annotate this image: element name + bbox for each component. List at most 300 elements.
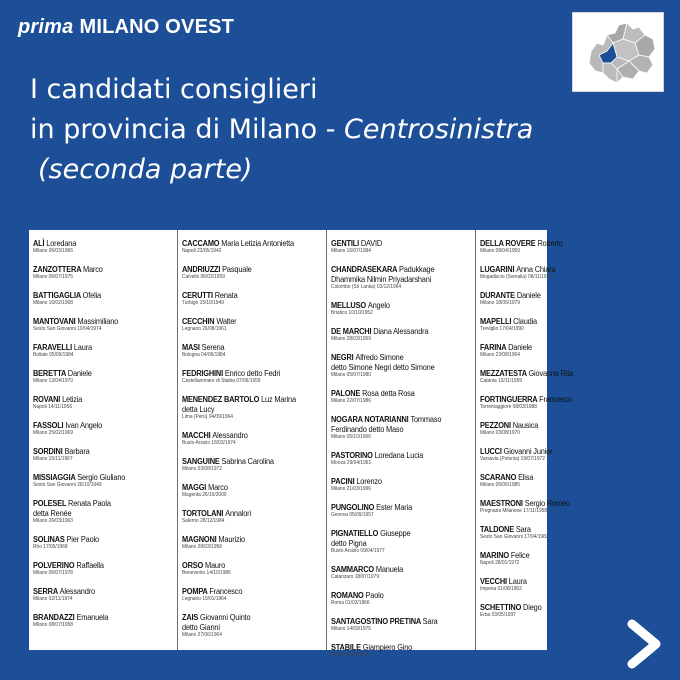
candidate-surname: POMPA (182, 586, 208, 596)
candidate-first-name: Paolo (365, 590, 384, 600)
candidate-first-name: Letizia (62, 394, 83, 404)
candidate-entry (182, 316, 322, 333)
candidate-birth-info: Milano 27/06/1964 (182, 632, 222, 638)
candidate-name (182, 238, 302, 248)
candidate-name (182, 560, 302, 570)
candidate-entry (331, 300, 471, 317)
candidate-entry (480, 446, 620, 463)
candidate-surname: ALÌ (33, 238, 45, 248)
candidate-birth-info: Milano 08/04/1959 (480, 248, 520, 254)
candidate-birth-info: Legnano 10/01/1964 (182, 596, 227, 602)
candidate-birth-info: Calvello 06/03/1959 (182, 274, 225, 280)
candidate-first-name: Loredana (46, 238, 77, 248)
candidate-name (480, 602, 600, 612)
candidate-entry (182, 560, 322, 577)
candidate-first-name: Claudia (513, 316, 538, 326)
candidate-entry (182, 482, 322, 499)
candidate-surname: MARINO (480, 550, 509, 560)
candidate-first-name: Renata Paola detta Renée (33, 498, 111, 518)
candidate-entry (480, 498, 620, 515)
candidate-birth-info: Milano 28/03/1959 (331, 336, 371, 342)
candidate-entry (33, 612, 173, 629)
candidate-first-name: Marco (82, 264, 103, 274)
candidate-name (480, 576, 600, 586)
candidate-first-name: Lorenzo (356, 476, 382, 486)
candidate-name (33, 290, 153, 300)
candidate-name (480, 264, 600, 274)
candidate-first-name: Rosa detta Rosa (362, 388, 415, 398)
candidate-surname: SCHETTINO (480, 602, 522, 612)
candidate-entry (33, 560, 173, 577)
candidate-name (182, 534, 302, 544)
candidate-surname: SANTAGOSTINO PRETINA (331, 616, 421, 626)
candidate-birth-info: Napoli 14/11/1956 (33, 404, 73, 410)
candidate-birth-info: Milano 05/10/1966 (331, 434, 371, 440)
candidate-entry (331, 528, 471, 555)
candidate-name (480, 238, 600, 248)
candidate-first-name: Alfredo Simone detto Simone Negri detto Simone (331, 352, 435, 372)
candidate-entry (480, 316, 620, 333)
candidate-name (182, 430, 302, 440)
candidate-first-name: Francesco (209, 586, 243, 596)
candidate-birth-info: Bologna 04/06/1984 (182, 352, 226, 358)
candidate-entry (480, 550, 620, 567)
candidate-surname: ZANZOTTERA (33, 264, 82, 274)
candidate-name (331, 388, 451, 398)
candidate-name (480, 342, 600, 352)
candidate-surname: STABILE (331, 642, 361, 652)
candidate-name (182, 316, 302, 326)
candidate-entry (331, 502, 471, 519)
candidate-surname: FEDRIGHINI (182, 368, 223, 378)
candidate-birth-info: Milano 06/03/1966 (33, 248, 73, 254)
candidate-first-name: Pier Paolo (66, 534, 99, 544)
candidate-name (33, 612, 153, 622)
candidate-surname: BATTIGAGLIA (33, 290, 81, 300)
candidate-birth-info: Legnano 26/08/1961 (182, 326, 227, 332)
candidate-birth-info: Milano 05/07/1980 (331, 372, 371, 378)
candidate-birth-info: Briatico 10/10/1952 (331, 310, 373, 316)
candidate-name (480, 394, 600, 404)
brand-logo (18, 16, 234, 39)
candidate-name (480, 316, 600, 326)
candidate-birth-info: Catanzaro 18/07/1979 (331, 574, 380, 580)
page-title (30, 70, 533, 190)
candidate-name (182, 342, 302, 352)
candidate-first-name: Angelo (367, 300, 390, 310)
candidate-birth-info: Milano 15/11/1967 (33, 456, 73, 462)
candidate-surname: ANDRIUZZI (182, 264, 221, 274)
candidate-name (33, 534, 153, 544)
candidate-entry (331, 352, 471, 379)
candidate-surname: PUNGOLINO (331, 502, 375, 512)
candidate-entry (331, 238, 471, 255)
candidate-entry (480, 394, 620, 411)
candidate-first-name: DAVID (360, 238, 383, 248)
candidate-name (480, 498, 600, 508)
candidate-entry (182, 430, 322, 447)
candidate-surname: PIGNATIELLO (331, 528, 379, 538)
candidate-first-name: Francesco (539, 394, 573, 404)
candidate-surname: BERETTA (33, 368, 66, 378)
candidate-name (331, 616, 451, 626)
candidate-entry (480, 576, 620, 593)
candidate-first-name: Marco (208, 482, 228, 492)
candidate-first-name: Alessandro (59, 586, 95, 596)
candidate-name (182, 290, 302, 300)
candidate-first-name: Renata (214, 290, 238, 300)
candidate-birth-info: Milano 03/08/1970 (480, 430, 520, 436)
candidate-surname: ORSO (182, 560, 204, 570)
candidate-name (480, 290, 600, 300)
candidate-surname: SERRA (33, 586, 58, 596)
candidate-first-name: Maria Letizia Antonietta (221, 238, 295, 248)
candidate-first-name: Daniele (516, 290, 541, 300)
candidate-surname: CACCAMO (182, 238, 220, 248)
candidate-first-name: Anna Chiara (516, 264, 556, 274)
candidate-birth-info: Napoli 28/01/1972 (480, 560, 520, 566)
candidate-surname: DURANTE (480, 290, 515, 300)
candidate-entry (331, 326, 471, 343)
candidate-surname: VECCHI (480, 576, 507, 586)
candidate-surname: DELLA ROVERE (480, 238, 536, 248)
candidate-first-name: Sara (515, 524, 531, 534)
candidate-birth-info: Milano 21/03/1996 (331, 486, 371, 492)
candidate-name (480, 368, 600, 378)
candidate-first-name: Barbara (64, 446, 90, 456)
candidate-surname: MENENDEZ BARTOLO (182, 394, 260, 404)
candidate-first-name: Daniele (67, 368, 92, 378)
candidate-surname: PASTORINO (331, 450, 373, 460)
candidate-surname: SAMMARCO (331, 564, 374, 574)
candidates-sheet (29, 230, 574, 658)
candidate-name (331, 590, 451, 600)
candidate-birth-info: Sesto San Giovanni 17/04/1982 (480, 534, 549, 540)
candidate-surname: MEZZATESTA (480, 368, 527, 378)
candidate-birth-info: Milano 18/06/1979 (480, 300, 520, 306)
candidate-birth-info: Colombo (Sri Lanka) 03/12/1964 (331, 284, 402, 290)
candidate-first-name: Diana Alessandra (373, 326, 429, 336)
candidate-name (182, 482, 302, 492)
candidate-first-name: Luz Marina detta Lucy (182, 394, 296, 414)
candidate-surname: TALDONE (480, 524, 514, 534)
brand-name: MILANO OVEST (79, 16, 235, 38)
candidate-name (480, 446, 600, 456)
candidate-name (480, 524, 600, 534)
candidate-entry (182, 290, 322, 307)
candidate-first-name: Elisa (518, 472, 534, 482)
candidate-name (33, 368, 153, 378)
candidate-birth-info: Milano 02/11/1974 (33, 596, 73, 602)
candidate-first-name: Pasquale (222, 264, 252, 274)
candidate-name (331, 502, 451, 512)
candidate-birth-info: Sesto San Giovanni 28/10/1949 (33, 482, 102, 488)
candidate-birth-info: Sesto San Giovanni 10/04/1974 (33, 326, 102, 332)
candidate-surname: MAPELLI (480, 316, 512, 326)
candidate-first-name: Annalori (225, 508, 251, 518)
candidate-entry (331, 264, 471, 291)
candidate-name (182, 264, 302, 274)
title-line-3: (seconda parte) (38, 154, 253, 185)
candidate-entry (331, 642, 471, 659)
candidate-entry (182, 342, 322, 359)
candidate-birth-info: Rho 17/05/1968 (33, 544, 68, 550)
candidate-birth-info: Milano 06/07/1978 (33, 570, 73, 576)
candidate-birth-info: Erba 03/05/1997 (480, 612, 516, 618)
candidate-first-name: Sergio Giuliano (77, 472, 126, 482)
candidate-surname: CERUTTI (182, 290, 213, 300)
candidate-birth-info: Milano 22/07/1986 (331, 398, 371, 404)
candidate-first-name: Ester Maria (376, 502, 413, 512)
candidate-name (33, 446, 153, 456)
candidate-first-name: Mauro (204, 560, 226, 570)
candidates-column-1 (29, 230, 178, 650)
candidate-entry (182, 534, 322, 551)
candidate-birth-info: Milano 16/02/1968 (33, 300, 73, 306)
candidate-first-name: Nausica (512, 420, 539, 430)
candidate-birth-info: Milano 05/06/1985 (480, 482, 520, 488)
candidate-name (182, 394, 302, 414)
candidate-entry (480, 342, 620, 359)
candidate-first-name: Giampiero Gino (362, 642, 413, 652)
candidate-name (33, 238, 153, 248)
candidate-birth-info: Monza 29/04/1961 (331, 460, 372, 466)
candidate-surname: CHANDRASEKARA (331, 264, 398, 274)
candidate-entry (33, 498, 173, 525)
candidate-birth-info: Roma 01/03/1966 (331, 600, 370, 606)
candidate-entry (182, 508, 322, 525)
brand-prefix: prima (18, 16, 74, 38)
candidate-surname: FARAVELLI (33, 342, 72, 352)
candidate-name (480, 420, 600, 430)
candidate-surname: GENTILI (331, 238, 359, 248)
candidate-name (480, 550, 600, 560)
candidate-birth-info: Milano 08/07/1958 (33, 622, 73, 628)
candidate-birth-info: Castellammare di Stabia 07/06/1959 (182, 378, 261, 384)
candidate-surname: MISSIAGGIA (33, 472, 76, 482)
candidate-entry (182, 586, 322, 603)
candidate-name (33, 342, 153, 352)
candidate-birth-info: Magenta 26/10/2000 (182, 492, 227, 498)
candidate-entry (331, 616, 471, 633)
candidate-surname: POLESEL (33, 498, 67, 508)
candidate-entry (331, 414, 471, 441)
candidate-birth-info: Milano 16/07/1984 (331, 248, 371, 254)
candidate-name (33, 586, 153, 596)
candidate-surname: MANTOVANI (33, 316, 76, 326)
candidate-birth-info: Milano 01/11/1962 (331, 652, 371, 658)
candidate-name (33, 264, 153, 274)
title-line-2-plain: in provincia di Milano - (30, 114, 345, 145)
candidate-entry (182, 368, 322, 385)
candidate-entry (33, 394, 173, 411)
candidate-entry (480, 238, 620, 255)
candidate-entry (33, 420, 173, 437)
candidate-name (182, 508, 302, 518)
candidate-birth-info: Milano 13/04/1970 (33, 378, 73, 384)
candidate-birth-info: Milano 26/03/1963 (33, 518, 73, 524)
candidate-birth-info: Busto Arsizio 16/03/1974 (182, 440, 236, 446)
candidate-first-name: Giuseppe detto Pigna (331, 528, 411, 548)
candidate-birth-info: Genova 05/09/1957 (331, 512, 374, 518)
candidate-first-name: Roberto (537, 238, 563, 248)
candidate-surname: NOGARA NOTARIANNI (331, 414, 409, 424)
candidate-first-name: Giovanni Junior (503, 446, 553, 456)
candidate-entry (33, 342, 173, 359)
candidate-birth-info: Imperia 01/08/1962 (480, 586, 522, 592)
candidate-name (331, 528, 451, 548)
candidate-first-name: Walter (216, 316, 237, 326)
candidate-surname: MAESTRONI (480, 498, 523, 508)
candidate-entry (33, 472, 173, 489)
candidate-first-name: Raffaella (76, 560, 104, 570)
candidate-name (33, 420, 153, 430)
candidate-entry (33, 534, 173, 551)
candidate-surname: PALONE (331, 388, 361, 398)
candidate-surname: FASSOLI (33, 420, 64, 430)
candidate-surname: SCARANO (480, 472, 517, 482)
candidate-surname: SORDINI (33, 446, 63, 456)
candidate-name (331, 450, 451, 460)
candidate-name (331, 564, 451, 574)
candidate-first-name: Alessandro (212, 430, 248, 440)
candidate-birth-info: Benevento 14/10/1986 (182, 570, 231, 576)
candidate-surname: MACCHI (182, 430, 211, 440)
candidate-surname: CECCHIN (182, 316, 215, 326)
candidate-surname: FORTINGUERRA (480, 394, 538, 404)
candidate-surname: MAGNONI (182, 534, 217, 544)
candidate-surname: LUGARINI (480, 264, 515, 274)
candidate-first-name: Laura (508, 576, 527, 586)
candidate-name (33, 316, 153, 326)
candidate-birth-info: Milano 23/08/1964 (480, 352, 520, 358)
candidate-entry (480, 602, 620, 619)
next-arrow-icon[interactable] (622, 618, 666, 670)
candidate-birth-info: Milano 03/08/1972 (182, 466, 222, 472)
candidate-first-name: Emanuela (76, 612, 109, 622)
candidate-first-name: Sergio Romeo (524, 498, 570, 508)
candidate-entry (33, 316, 173, 333)
candidate-first-name: Manuela (375, 564, 404, 574)
candidate-birth-info: Salerno 28/12/1984 (182, 518, 225, 524)
candidate-surname: ROMANO (331, 590, 364, 600)
candidate-entry (480, 420, 620, 437)
candidate-name (331, 264, 451, 284)
title-line-1: I candidati consiglieri (30, 74, 318, 105)
candidate-name (480, 472, 600, 482)
candidates-column-4 (476, 230, 624, 650)
candidate-name (33, 472, 153, 482)
candidate-birth-info: Napoli 23/05/1942 (182, 248, 222, 254)
candidate-first-name: Enrico detto Fedri (224, 368, 281, 378)
candidate-first-name: Ofelia (82, 290, 101, 300)
candidate-entry (33, 446, 173, 463)
candidate-name (182, 612, 302, 632)
candidate-entry (480, 524, 620, 541)
candidate-name (33, 498, 153, 518)
candidate-first-name: Maurizio (218, 534, 245, 544)
candidate-first-name: Felice (510, 550, 530, 560)
candidate-entry (331, 590, 471, 607)
candidate-birth-info: Milano 28/03/1958 (182, 544, 222, 550)
candidate-surname: LUCCI (480, 446, 502, 456)
candidate-entry (182, 394, 322, 421)
candidate-surname: POLVERINO (33, 560, 75, 570)
candidate-entry (182, 456, 322, 473)
title-line-2-italic: Centrosinistra (344, 114, 534, 145)
candidate-name (331, 414, 451, 434)
candidate-birth-info: Mogadiscio (Somalia) 08/11/1973 (480, 274, 552, 280)
candidate-name (33, 394, 153, 404)
candidate-surname: MAGGI (182, 482, 207, 492)
candidate-name (331, 352, 451, 372)
candidate-entry (33, 290, 173, 307)
candidate-entry (331, 450, 471, 467)
candidate-surname: BRANDAZZI (33, 612, 75, 622)
candidate-surname: PACINI (331, 476, 355, 486)
candidate-birth-info: Catania 13/11/1959 (480, 378, 523, 384)
candidate-first-name: Laura (73, 342, 92, 352)
candidate-surname: SOLINAS (33, 534, 65, 544)
candidate-name (331, 476, 451, 486)
candidate-surname: TORTOLANI (182, 508, 224, 518)
candidate-birth-info: Bollate 05/09/1984 (33, 352, 74, 358)
candidate-entry (182, 612, 322, 639)
candidate-entry (480, 472, 620, 489)
candidate-name (182, 456, 302, 466)
candidate-first-name: Daniele (508, 342, 532, 352)
candidate-birth-info: Treviglio 17/04/1990 (480, 326, 524, 332)
candidate-surname: FARINA (480, 342, 507, 352)
candidate-surname: NEGRI (331, 352, 354, 362)
candidate-name (33, 560, 153, 570)
candidate-surname: SANGUINE (182, 456, 220, 466)
candidate-name (182, 586, 302, 596)
candidate-entry (182, 238, 322, 255)
candidate-first-name: Giovanni Quinto detto Gianni (182, 612, 251, 632)
candidate-first-name: Tommaso Ferdinando detto Maso (331, 414, 442, 434)
candidate-birth-info: Torremaggiore 08/03/1988 (480, 404, 537, 410)
candidate-birth-info: Milano 25/02/1969 (33, 430, 73, 436)
candidate-first-name: Loredana Lucia (374, 450, 424, 460)
candidate-birth-info: Varsavia (Polonia) 19/07/1972 (480, 456, 545, 462)
candidate-birth-info: Milano 06/07/1975 (33, 274, 73, 280)
candidate-entry (331, 564, 471, 581)
candidate-birth-info: Turbigo 15/10/1949 (182, 300, 224, 306)
candidate-name (331, 642, 451, 652)
candidate-entry (33, 586, 173, 603)
candidates-column-2 (178, 230, 327, 650)
candidate-surname: MELLUSO (331, 300, 366, 310)
candidate-entry (480, 264, 620, 281)
candidate-first-name: Serena (201, 342, 225, 352)
candidate-entry (33, 264, 173, 281)
candidate-first-name: Sabrina Carolina (221, 456, 274, 466)
candidate-surname: DE MARCHI (331, 326, 372, 336)
candidate-birth-info: Busto Arsizio 09/04/1977 (331, 548, 385, 554)
candidate-birth-info: Milano 14/09/1975 (331, 626, 371, 632)
candidate-entry (182, 264, 322, 281)
candidate-first-name: Diego (523, 602, 542, 612)
title-line-2 (30, 110, 533, 150)
candidate-name (182, 368, 302, 378)
candidate-surname: PEZZONI (480, 420, 511, 430)
candidate-name (331, 326, 451, 336)
candidate-first-name: Massimiliano (77, 316, 119, 326)
candidate-entry (331, 476, 471, 493)
candidate-first-name: Padukkage Dhammika Nilmin Priyadarshani (331, 264, 435, 284)
candidate-entry (480, 368, 620, 385)
